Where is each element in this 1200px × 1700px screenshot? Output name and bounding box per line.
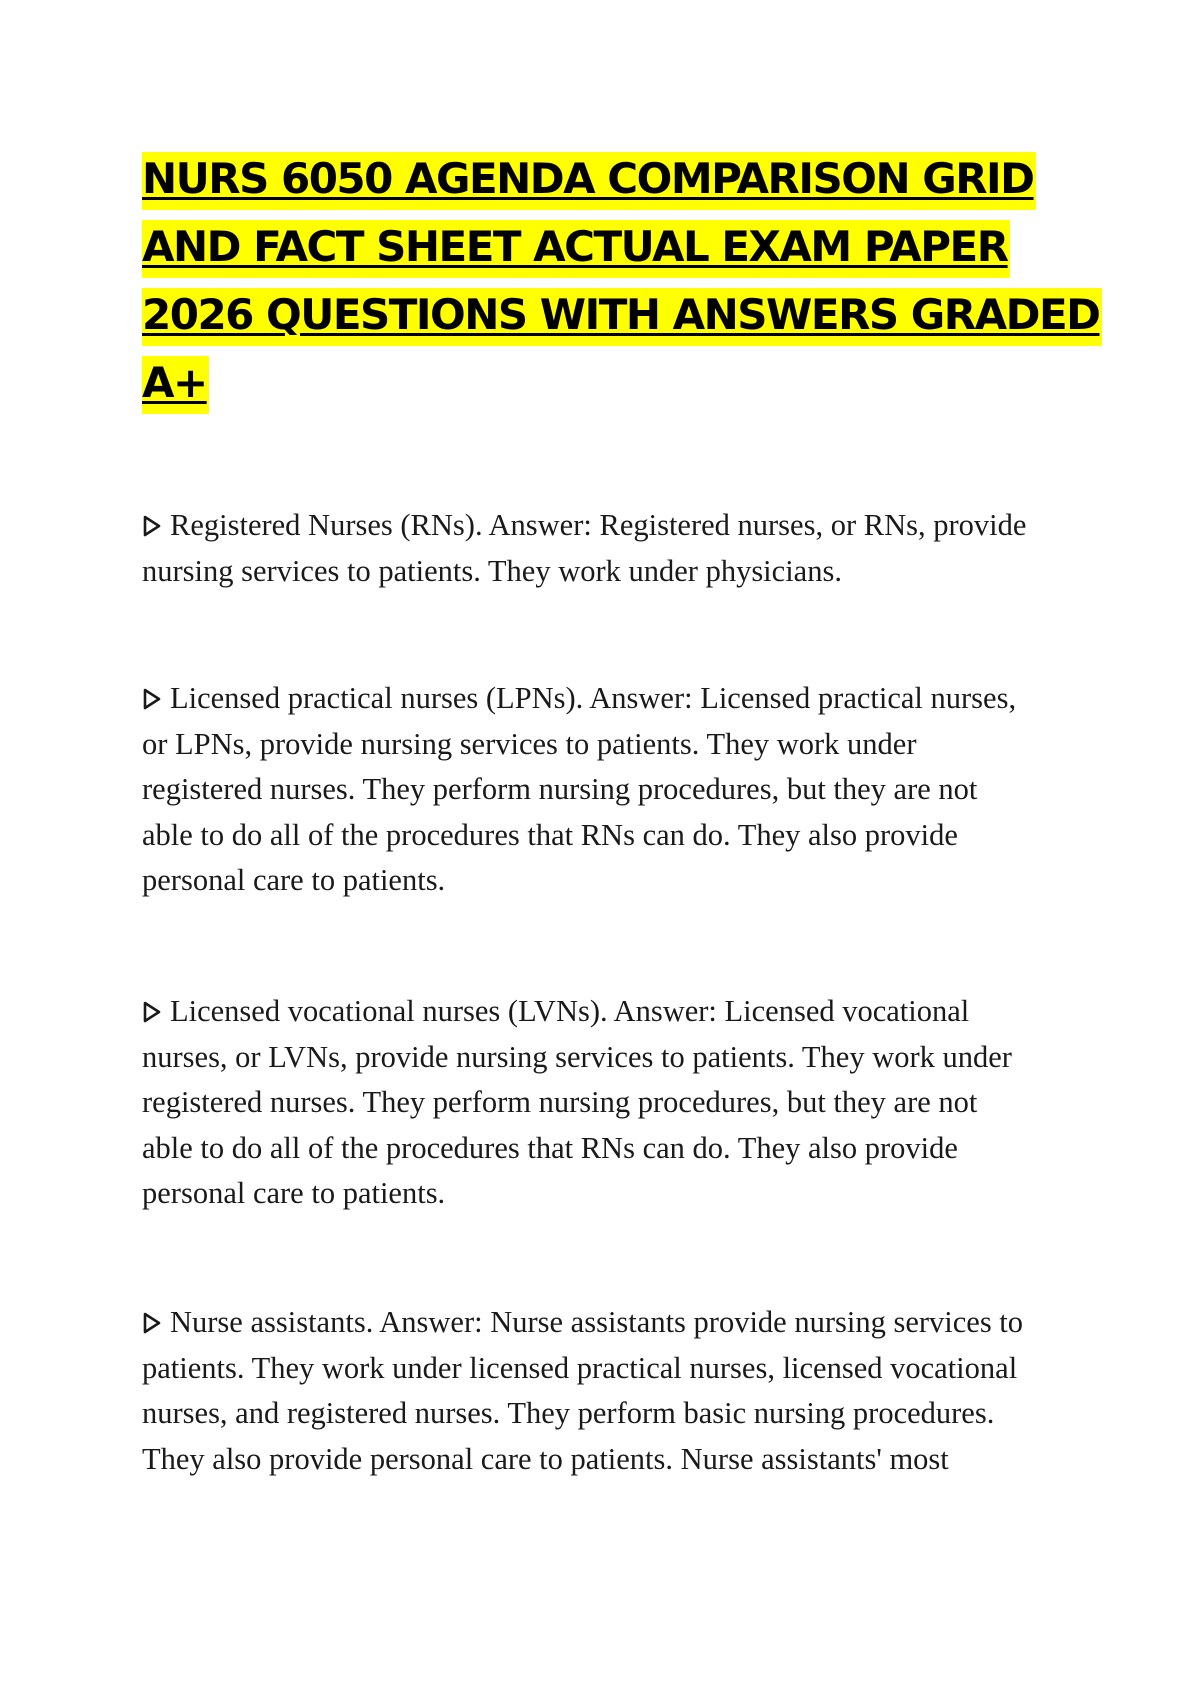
qa-line: Licensed practical nurses (LPNs). Answer: Licensed practical nurses,: [142, 676, 1072, 722]
qa-line: Nurse assistants. Answer: Nurse assistants provide nursing services to: [142, 1300, 1072, 1346]
qa-item-licensed-vocational-nurses: [142, 989, 1072, 1217]
qa-line: nurses, and registered nurses. They perform basic nursing procedures.: [142, 1396, 995, 1430]
title-line-4: A+: [142, 356, 1082, 422]
document-title: [142, 152, 1100, 424]
qa-item-registered-nurses: [142, 503, 1072, 594]
triangle-arrow-icon: [142, 688, 162, 710]
qa-line: Licensed vocational nurses (LVNs). Answer: Licensed vocational: [142, 989, 1072, 1035]
qa-line: patients. They work under licensed practical nurses, licensed vocational: [142, 1350, 1018, 1385]
qa-line: nurses, or LVNs, provide nursing services to patients. They work under: [142, 1039, 1012, 1074]
qa-line: They also provide personal care to patients. Nurse assistants' most: [142, 1441, 949, 1476]
triangle-arrow-icon: [142, 1001, 162, 1023]
qa-line: able to do all of the procedures that RNs can do. They also provide: [142, 1130, 958, 1165]
title-line-1: NURS 6050 AGENDA COMPARISON GRID: [142, 152, 1082, 218]
qa-line: Registered Nurses (RNs). Answer: Registered nurses, or RNs, provide: [142, 503, 1072, 549]
triangle-arrow-icon: [142, 1312, 162, 1334]
title-line-3: 2026 QUESTIONS WITH ANSWERS GRADED: [142, 288, 1082, 354]
title-line-2: AND FACT SHEET ACTUAL EXAM PAPER: [142, 220, 1082, 286]
qa-line: personal care to patients.: [142, 863, 446, 897]
qa-line: registered nurses. They perform nursing procedures, but they are not: [142, 1085, 978, 1119]
triangle-arrow-icon: [142, 515, 162, 537]
qa-item-licensed-practical-nurses: [142, 676, 1072, 904]
qa-item-nurse-assistants: [142, 1300, 1072, 1482]
qa-line: nursing services to patients. They work under physicians.: [142, 553, 842, 588]
qa-line: personal care to patients.: [142, 1176, 446, 1210]
qa-line: registered nurses. They perform nursing procedures, but they are not: [142, 772, 978, 806]
qa-line: able to do all of the procedures that RNs can do. They also provide: [142, 817, 958, 852]
qa-line: or LPNs, provide nursing services to patients. They work under: [142, 726, 917, 761]
